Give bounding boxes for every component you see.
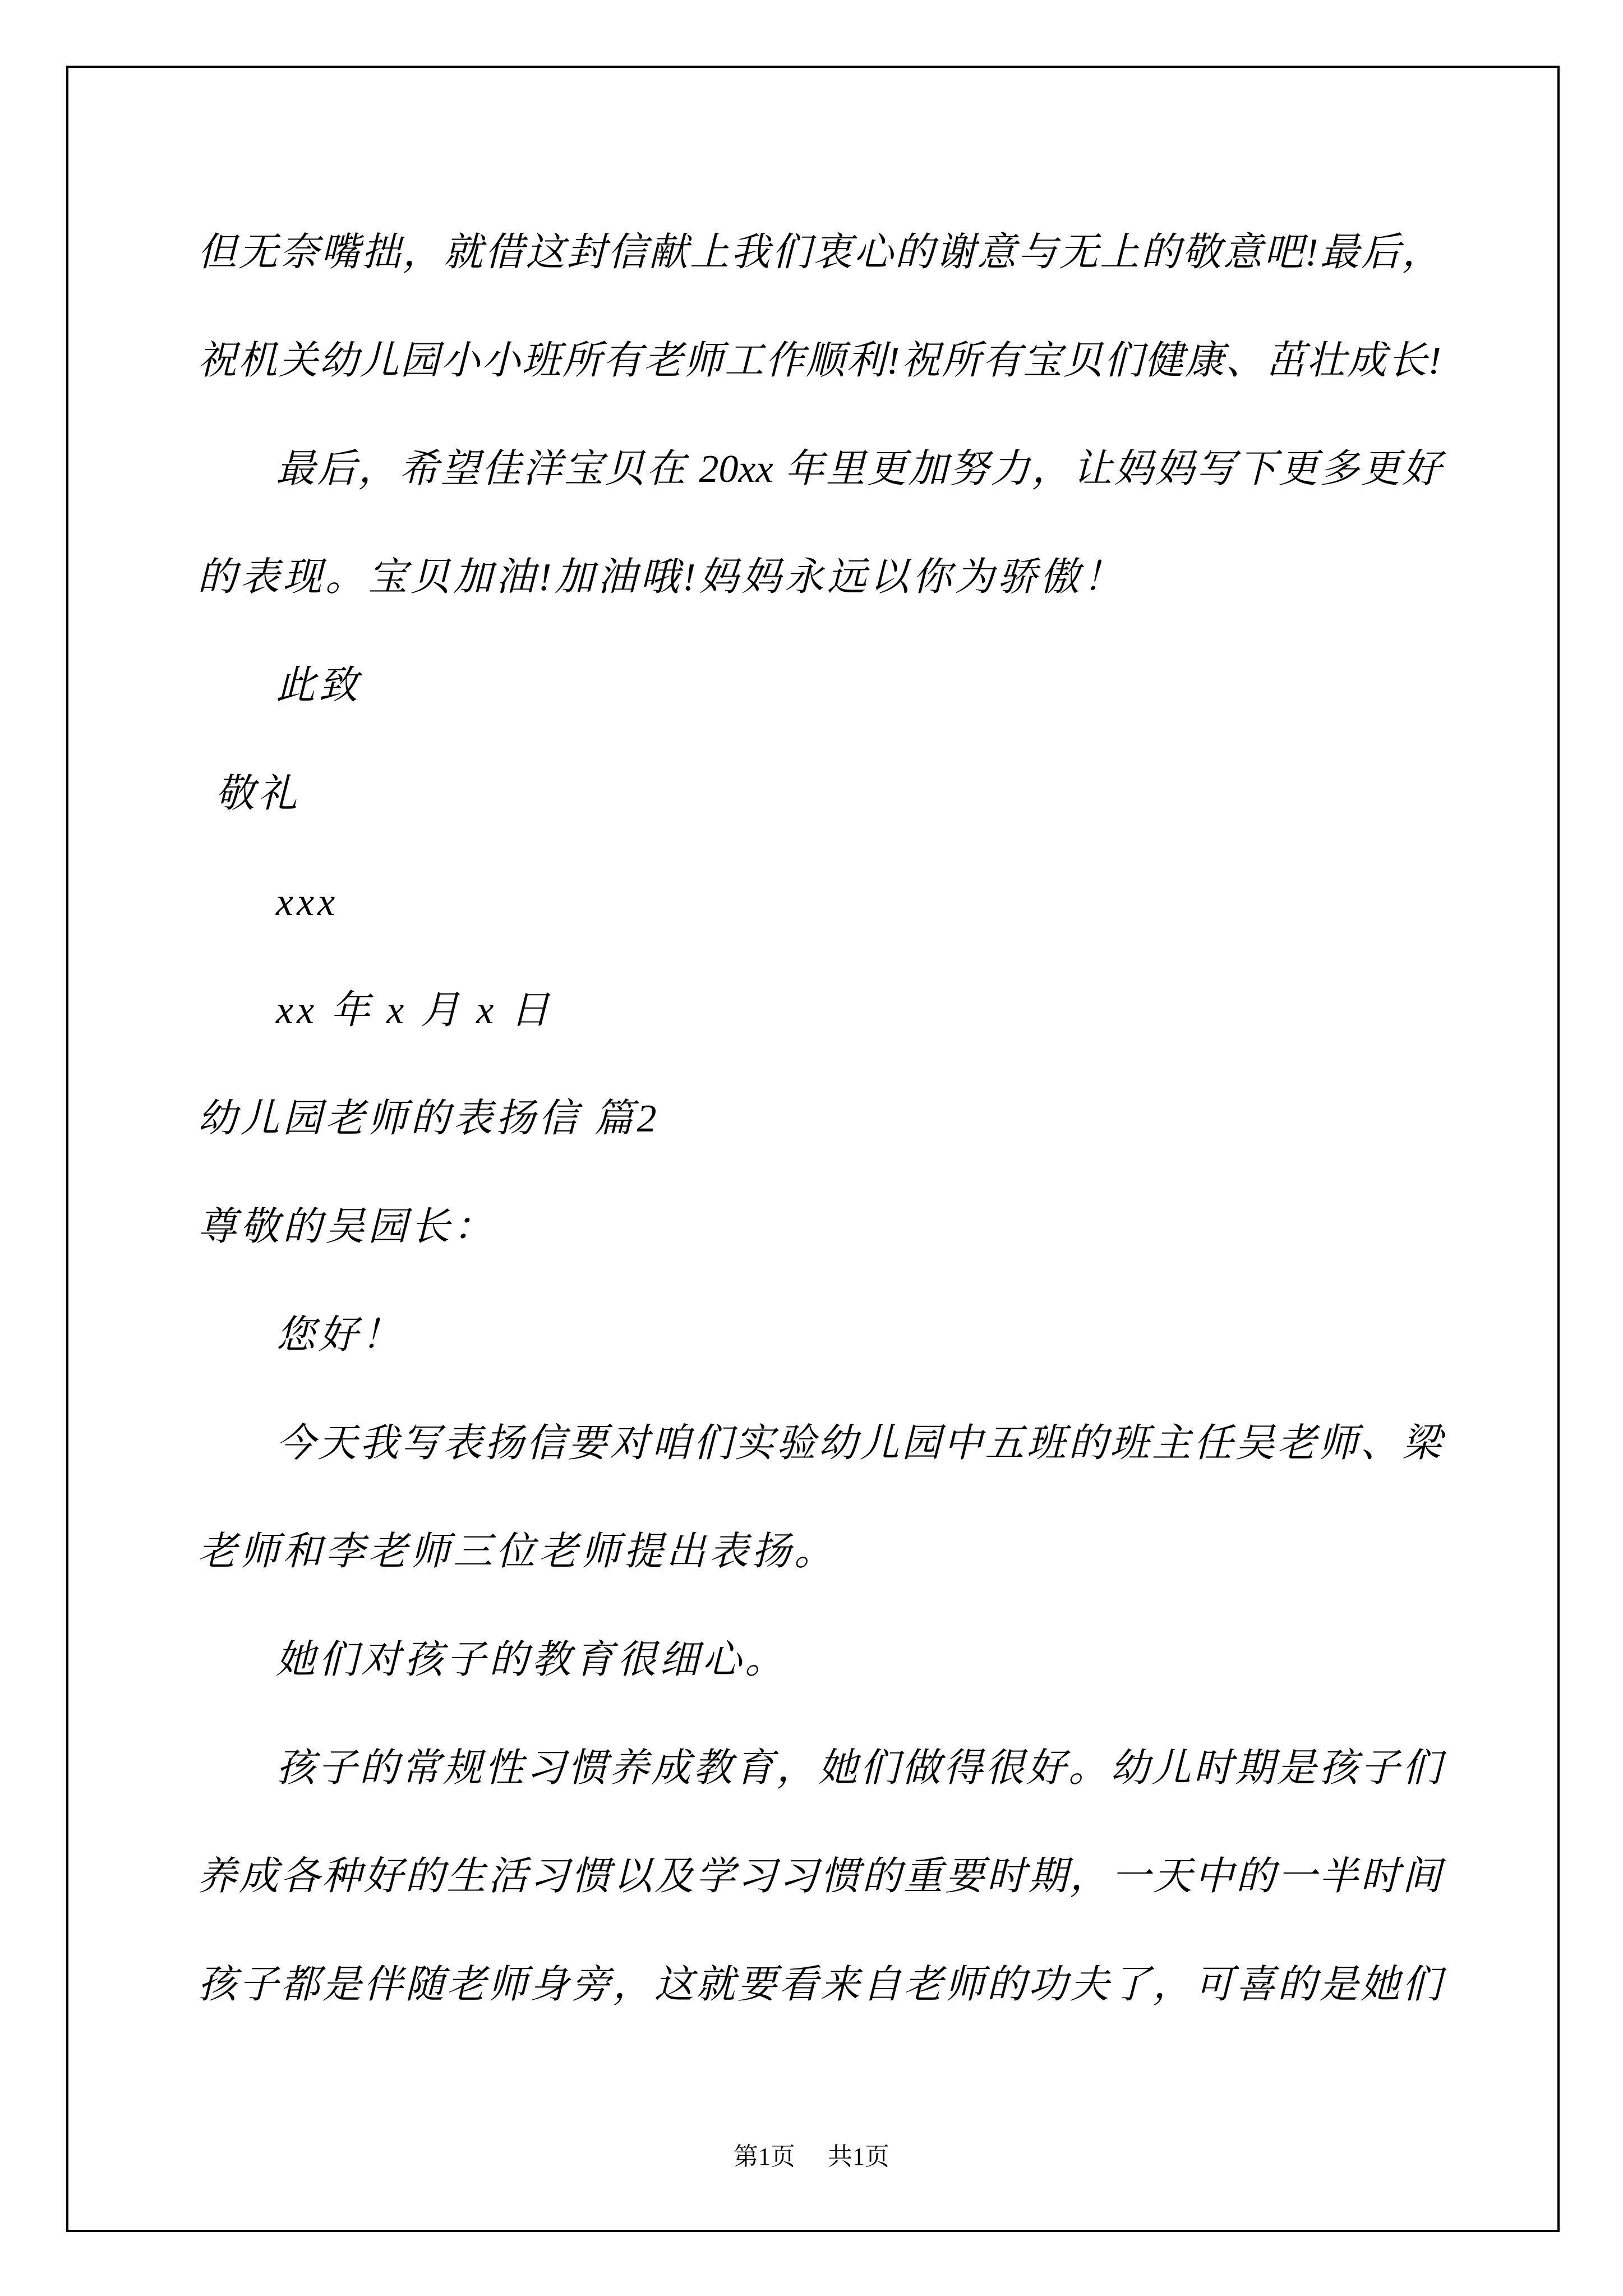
text-line: 最后，希望佳洋宝贝在 20xx 年里更加努力，让妈妈写下更多更好	[276, 448, 1441, 491]
text-line-salute: 敬礼	[215, 772, 301, 816]
text-line: 的表现。宝贝加油!加油哦!妈妈永远以你为骄傲！	[197, 556, 1126, 599]
text-line: 但无奈嘴拙，就借这封信献上我们衷心的谢意与无上的敬意吧!最后，	[197, 231, 1441, 274]
text-line-signature: xxx	[276, 881, 339, 924]
text-line: 老师和李老师三位老师提出表扬。	[197, 1530, 837, 1573]
text-line-greeting: 您好！	[276, 1314, 404, 1357]
page-number-label: 第1页	[734, 2143, 795, 2170]
text-line: 养成各种好的生活习惯以及学习习惯的重要时期，一天中的一半时间	[197, 1855, 1441, 1898]
text-line-date: xx 年 x 月 x 日	[276, 989, 553, 1032]
text-line: 孩子都是伴随老师身旁，这就要看来自老师的功夫了，可喜的是她们	[197, 1963, 1441, 2007]
text-line: 今天我写表扬信要对咱们实验幼儿园中五班的班主任吴老师、梁	[276, 1422, 1441, 1465]
letter-body	[197, 199, 1441, 2039]
page-footer	[0, 2136, 1623, 2172]
text-line: 孩子的常规性习惯养成教育，她们做得很好。幼儿时期是孩子们	[276, 1747, 1441, 1790]
text-line-addressee: 尊敬的吴园长：	[197, 1205, 496, 1249]
text-line-section-title: 幼儿园老师的表扬信 篇2	[197, 1097, 660, 1140]
text-line-salute: 此致	[276, 664, 361, 707]
text-line: 她们对孩子的教育很细心。	[276, 1639, 787, 1682]
page-count-label: 共1页	[828, 2143, 889, 2170]
text-line: 祝机关幼儿园小小班所有老师工作顺利!祝所有宝贝们健康、茁壮成长!	[197, 339, 1441, 383]
